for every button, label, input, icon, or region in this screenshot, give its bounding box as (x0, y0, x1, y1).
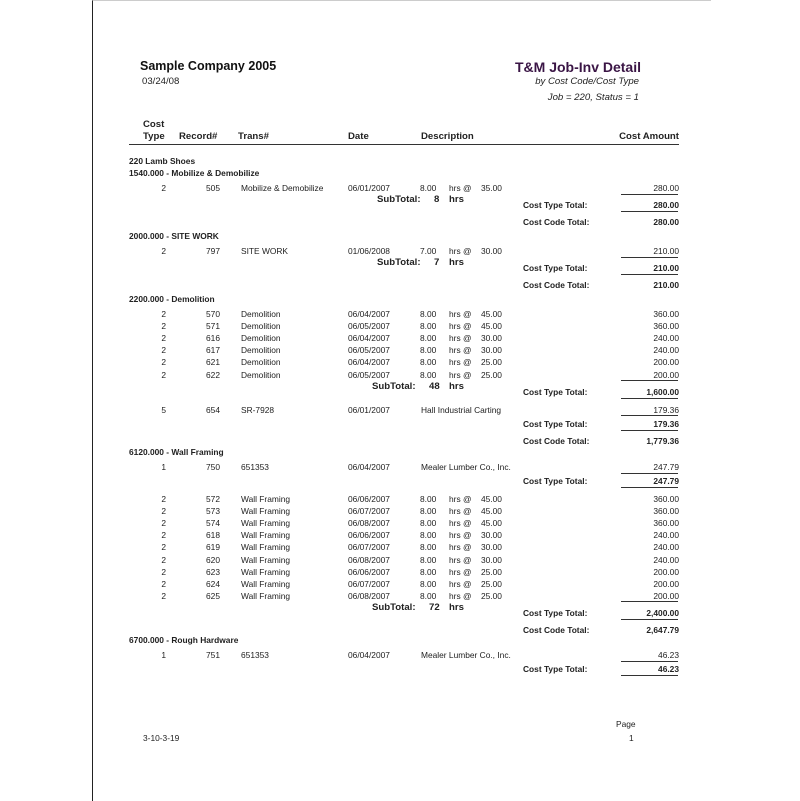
row-rate: 30.00 (481, 554, 502, 565)
row-rate: 45.00 (481, 321, 502, 332)
row-trans: Demolition (241, 345, 281, 356)
company-name: Sample Company 2005 (140, 59, 277, 73)
report-filter: Job = 220, Status = 1 (547, 92, 639, 103)
row-date: 06/07/2007 (348, 578, 390, 589)
row-rate: 30.00 (481, 345, 502, 356)
row-rate: 30.00 (481, 530, 502, 541)
row-amount: 200.00 (653, 369, 679, 380)
row-hours: 8.00 (420, 542, 437, 553)
subtotal-hours: 72 (429, 601, 440, 613)
row-hrs-at: hrs @ (449, 542, 472, 553)
row-record: 571 (206, 321, 220, 332)
cost-code-total-value: 2,647.79 (646, 624, 679, 635)
col-header-amount: Cost Amount (619, 131, 679, 142)
row-rate: 30.00 (481, 246, 502, 256)
col-header-trans: Trans# (238, 131, 269, 142)
row-rate: 45.00 (481, 309, 502, 319)
row-hours: 8.00 (420, 518, 437, 529)
page-label: Page (616, 719, 636, 729)
col-header-record: Record# (179, 131, 218, 142)
row-rate: 25.00 (481, 369, 502, 380)
row-amount: 240.00 (653, 333, 679, 344)
row-hrs-at: hrs @ (449, 183, 472, 193)
row-trans: Wall Framing (241, 530, 291, 541)
row-hrs-at: hrs @ (449, 590, 472, 601)
subtotal-hours: 7 (434, 257, 440, 268)
row-rate: 45.00 (481, 518, 502, 529)
amount-underline (621, 194, 678, 195)
row-amount: 360.00 (653, 494, 679, 504)
row-hrs-at: hrs @ (449, 309, 472, 319)
row-date: 06/04/2007 (348, 650, 390, 660)
row-rate: 30.00 (481, 333, 502, 344)
row-trans: 651353 (241, 650, 269, 660)
header-rule (129, 144, 679, 145)
row-cost-type: 2 (161, 530, 166, 541)
row-amount: 200.00 (653, 357, 679, 368)
row-hrs-at: hrs @ (449, 321, 472, 332)
row-hrs-at: hrs @ (449, 578, 472, 589)
type-total-underline (621, 274, 678, 275)
row-amount: 247.79 (653, 462, 679, 472)
report-subtitle: by Cost Code/Cost Type (535, 76, 639, 87)
row-amount: 360.00 (653, 518, 679, 529)
row-amount: 360.00 (653, 309, 679, 319)
row-date: 06/04/2007 (348, 357, 390, 368)
row-hours: 8.00 (420, 345, 437, 356)
row-amount: 200.00 (653, 590, 679, 601)
cost-type-total-value: 179.36 (653, 418, 679, 429)
cost-code-total-value: 280.00 (653, 217, 679, 227)
row-trans: Wall Framing (241, 506, 291, 517)
cost-type-total-label: Cost Type Total: (523, 263, 588, 273)
page-number: 1 (629, 733, 634, 743)
row-rate: 45.00 (481, 506, 502, 517)
cost-code-total-label: Cost Code Total: (523, 435, 590, 446)
subtotal-label: SubTotal: (377, 257, 421, 268)
row-amount: 240.00 (653, 554, 679, 565)
row-hrs-at: hrs @ (449, 554, 472, 565)
row-cost-type: 2 (161, 578, 166, 589)
cost-type-total-label: Cost Type Total: (523, 200, 588, 210)
cost-type-total-label: Cost Type Total: (523, 418, 588, 429)
cost-code-heading: 2200.000 - Demolition (129, 294, 215, 304)
row-record: 623 (206, 566, 220, 577)
row-trans: SITE WORK (241, 246, 288, 256)
row-rate: 25.00 (481, 578, 502, 589)
row-trans: Mobilize & Demobilize (241, 183, 324, 193)
row-cost-type: 1 (161, 650, 166, 660)
row-hrs-at: hrs @ (449, 566, 472, 577)
report-page (92, 0, 711, 801)
row-record: 750 (206, 462, 220, 472)
row-cost-type: 2 (161, 494, 166, 504)
subtotal-label: SubTotal: (372, 601, 416, 613)
row-hours: 8.00 (420, 369, 437, 380)
amount-underline (621, 661, 678, 662)
row-hours: 8.00 (420, 357, 437, 368)
row-date: 06/05/2007 (348, 369, 390, 380)
row-vendor: Mealer Lumber Co., Inc. (421, 650, 511, 660)
row-amount: 240.00 (653, 542, 679, 553)
row-record: 618 (206, 530, 220, 541)
row-record: 570 (206, 309, 220, 319)
cost-type-total-value: 1,600.00 (646, 386, 679, 397)
row-hours: 8.00 (420, 566, 437, 577)
col-header-date: Date (348, 131, 369, 142)
row-rate: 35.00 (481, 183, 502, 193)
cost-code-heading: 2000.000 - SITE WORK (129, 231, 219, 241)
row-date: 06/04/2007 (348, 333, 390, 344)
cost-type-total-value: 2,400.00 (646, 607, 679, 618)
row-hrs-at: hrs @ (449, 530, 472, 541)
row-rate: 25.00 (481, 566, 502, 577)
row-record: 621 (206, 357, 220, 368)
row-rate: 25.00 (481, 357, 502, 368)
row-amount: 46.23 (658, 650, 679, 660)
row-cost-type: 2 (161, 566, 166, 577)
row-record: 622 (206, 369, 220, 380)
row-cost-type: 2 (161, 590, 166, 601)
row-record: 797 (206, 246, 220, 256)
row-hours: 8.00 (420, 333, 437, 344)
row-date: 06/07/2007 (348, 506, 390, 517)
row-record: 616 (206, 333, 220, 344)
row-cost-type: 2 (161, 309, 166, 319)
row-hrs-at: hrs @ (449, 506, 472, 517)
row-amount: 200.00 (653, 566, 679, 577)
row-hrs-at: hrs @ (449, 369, 472, 380)
row-hours: 8.00 (420, 309, 437, 319)
row-hrs-at: hrs @ (449, 357, 472, 368)
subtotal-label: SubTotal: (377, 194, 421, 205)
row-cost-type: 2 (161, 369, 166, 380)
col-header-description: Description (421, 131, 474, 142)
row-cost-type: 1 (161, 462, 166, 472)
row-date: 06/08/2007 (348, 554, 390, 565)
row-date: 06/01/2007 (348, 404, 390, 415)
row-record: 624 (206, 578, 220, 589)
row-amount: 360.00 (653, 321, 679, 332)
subtotal-hours: 8 (434, 194, 440, 205)
row-cost-type: 2 (161, 183, 166, 193)
subtotal-label: SubTotal: (372, 380, 416, 392)
row-record: 619 (206, 542, 220, 553)
row-record: 620 (206, 554, 220, 565)
cost-type-total-label: Cost Type Total: (523, 607, 588, 618)
subtotal-hrs-label: hrs (449, 380, 464, 392)
row-record: 654 (206, 404, 220, 415)
row-vendor: Hall Industrial Carting (421, 404, 502, 415)
row-record: 617 (206, 345, 220, 356)
row-hrs-at: hrs @ (449, 518, 472, 529)
type-total-underline (621, 430, 678, 431)
report-date: 03/24/08 (142, 76, 180, 87)
row-trans: Demolition (241, 369, 281, 380)
row-record: 625 (206, 590, 220, 601)
cost-code-total-label: Cost Code Total: (523, 280, 590, 290)
row-rate: 45.00 (481, 494, 502, 504)
row-cost-type: 2 (161, 506, 166, 517)
cost-code-total-label: Cost Code Total: (523, 217, 590, 227)
row-trans: Demolition (241, 333, 281, 344)
report-title: T&M Job-Inv Detail (514, 59, 641, 75)
subtotal-hrs-label: hrs (449, 257, 464, 268)
subtotal-hours: 48 (429, 380, 440, 392)
row-hours: 8.00 (420, 554, 437, 565)
row-cost-type: 2 (161, 345, 166, 356)
row-trans: Demolition (241, 357, 281, 368)
row-date: 01/06/2008 (348, 246, 390, 256)
row-cost-type: 2 (161, 542, 166, 553)
row-date: 06/04/2007 (348, 462, 390, 472)
amount-underline (621, 473, 678, 474)
type-total-underline (621, 487, 678, 488)
row-amount: 280.00 (653, 183, 679, 193)
footer-code: 3-10-3-19 (143, 733, 180, 743)
row-cost-type: 2 (161, 518, 166, 529)
cost-code-heading: 6700.000 - Rough Hardware (129, 635, 239, 645)
row-cost-type: 2 (161, 246, 166, 256)
row-trans: Demolition (241, 321, 281, 332)
row-rate: 30.00 (481, 542, 502, 553)
row-trans: 651353 (241, 462, 269, 472)
row-hours: 8.00 (420, 321, 437, 332)
row-date: 06/06/2007 (348, 530, 390, 541)
row-trans: Wall Framing (241, 494, 291, 504)
row-date: 06/07/2007 (348, 542, 390, 553)
row-vendor: Mealer Lumber Co., Inc. (421, 462, 511, 472)
cost-type-total-value: 247.79 (653, 476, 679, 486)
row-hrs-at: hrs @ (449, 345, 472, 356)
row-trans: Wall Framing (241, 566, 291, 577)
row-hours: 8.00 (420, 494, 437, 504)
cost-type-total-label: Cost Type Total: (523, 664, 588, 674)
row-record: 574 (206, 518, 220, 529)
row-trans: Wall Framing (241, 554, 291, 565)
row-amount: 210.00 (653, 246, 679, 256)
job-title: 220 Lamb Shoes (129, 156, 196, 166)
row-amount: 179.36 (653, 404, 679, 415)
row-hours: 8.00 (420, 590, 437, 601)
row-date: 06/01/2007 (348, 183, 390, 193)
row-trans: Wall Framing (241, 578, 291, 589)
row-cost-type: 2 (161, 554, 166, 565)
row-trans: Wall Framing (241, 518, 291, 529)
row-hours: 7.00 (420, 246, 437, 256)
row-amount: 240.00 (653, 530, 679, 541)
row-date: 06/04/2007 (348, 309, 390, 319)
row-hours: 8.00 (420, 183, 437, 193)
row-amount: 360.00 (653, 506, 679, 517)
row-trans: Demolition (241, 309, 281, 319)
subtotal-hrs-label: hrs (449, 601, 464, 613)
row-amount: 200.00 (653, 578, 679, 589)
row-hrs-at: hrs @ (449, 246, 472, 256)
type-total-underline (621, 398, 678, 399)
row-trans: Wall Framing (241, 542, 291, 553)
row-cost-type: 2 (161, 333, 166, 344)
row-hrs-at: hrs @ (449, 333, 472, 344)
row-rate: 25.00 (481, 590, 502, 601)
row-date: 06/05/2007 (348, 345, 390, 356)
type-total-underline (621, 675, 678, 676)
row-hours: 8.00 (420, 506, 437, 517)
row-date: 06/08/2007 (348, 518, 390, 529)
row-date: 06/08/2007 (348, 590, 390, 601)
row-amount: 240.00 (653, 345, 679, 356)
row-record: 751 (206, 650, 220, 660)
cost-type-total-value: 280.00 (653, 200, 679, 210)
col-header-cost: Cost (143, 119, 165, 130)
cost-code-total-value: 1,779.36 (646, 435, 679, 446)
cost-code-heading: 1540.000 - Mobilize & Demobilize (129, 168, 260, 178)
row-cost-type: 5 (161, 404, 166, 415)
row-hrs-at: hrs @ (449, 494, 472, 504)
row-date: 06/06/2007 (348, 566, 390, 577)
type-total-underline (621, 211, 678, 212)
amount-underline (621, 257, 678, 258)
cost-type-total-label: Cost Type Total: (523, 386, 588, 397)
col-header-type: Type (143, 131, 165, 142)
amount-underline (621, 380, 678, 381)
row-date: 06/06/2007 (348, 494, 390, 504)
cost-type-total-value: 210.00 (653, 263, 679, 273)
amount-underline (621, 415, 678, 416)
row-trans: Wall Framing (241, 590, 291, 601)
row-record: 573 (206, 506, 220, 517)
cost-code-total-value: 210.00 (653, 280, 679, 290)
cost-code-heading: 6120.000 - Wall Framing (129, 447, 224, 457)
cost-type-total-label: Cost Type Total: (523, 476, 588, 486)
type-total-underline (621, 619, 678, 620)
amount-underline (621, 601, 678, 602)
subtotal-hrs-label: hrs (449, 194, 464, 205)
row-trans: SR-7928 (241, 404, 275, 415)
row-cost-type: 2 (161, 357, 166, 368)
row-cost-type: 2 (161, 321, 166, 332)
cost-type-total-value: 46.23 (658, 664, 679, 674)
row-hours: 8.00 (420, 530, 437, 541)
cost-code-total-label: Cost Code Total: (523, 624, 590, 635)
row-record: 505 (206, 183, 220, 193)
row-record: 572 (206, 494, 220, 504)
row-date: 06/05/2007 (348, 321, 390, 332)
row-hours: 8.00 (420, 578, 437, 589)
